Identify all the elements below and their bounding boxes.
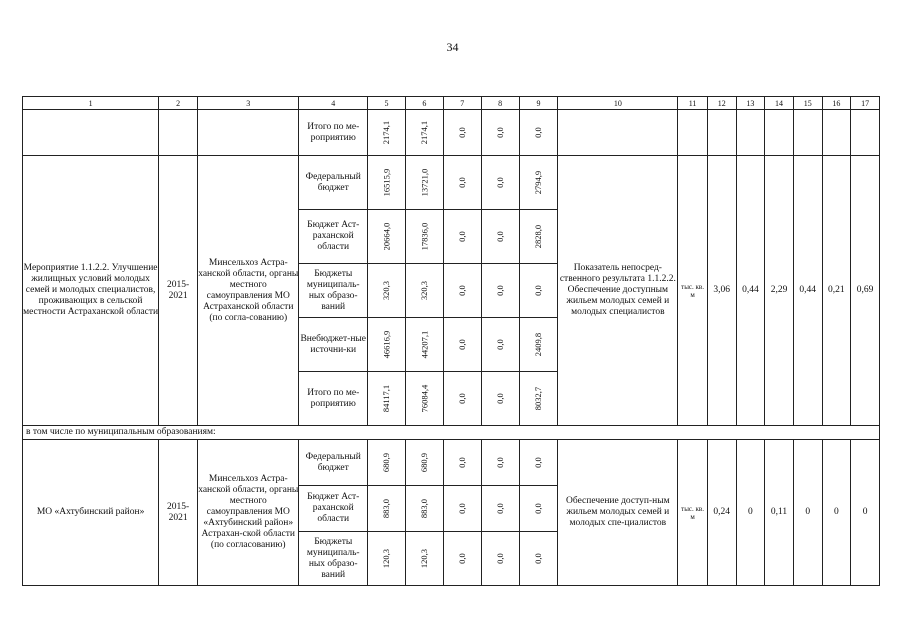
measure-executor: Минсельхоз Астра-ханской области, органы местного самоуправления МО Астраханской области (по согла-сованию) xyxy=(198,156,299,426)
amount: 44207,1 xyxy=(418,330,429,358)
funding-source: Бюджет Аст-раханской области xyxy=(299,486,368,532)
amount: 46616,9 xyxy=(380,330,391,358)
table-row xyxy=(23,156,880,210)
amount: 0,0 xyxy=(494,552,505,564)
target-value: 0 xyxy=(822,440,851,586)
amount: 0,0 xyxy=(456,456,467,468)
page-number: 34 xyxy=(446,40,459,54)
target-value: 3,06 xyxy=(707,156,736,426)
header-cell: 6 xyxy=(405,97,443,110)
amount: 680,9 xyxy=(380,452,391,472)
amount: 0,0 xyxy=(532,456,543,468)
header-cell: 7 xyxy=(443,97,481,110)
amount: 0,0 xyxy=(494,502,505,514)
funding-source: Федеральный бюджет xyxy=(299,156,368,210)
amount: 120,3 xyxy=(380,548,391,568)
budget-table xyxy=(22,96,880,586)
header-cell: 17 xyxy=(851,97,880,110)
municipality-name: МО «Ахтубинский район» xyxy=(23,440,159,586)
funding-source: Бюджет Аст-раханской области xyxy=(299,210,368,264)
header-cell: 2 xyxy=(159,97,198,110)
amount: 0,0 xyxy=(456,176,467,188)
amount: 0,0 xyxy=(494,176,505,188)
target-value: 0,44 xyxy=(736,156,765,426)
header-cell: 5 xyxy=(368,97,406,110)
header-cell: 1 xyxy=(23,97,159,110)
header-cell: 3 xyxy=(198,97,299,110)
amount: 0,0 xyxy=(456,338,467,350)
table-row xyxy=(23,440,880,486)
funding-source: Бюджеты муниципаль-ных образо-ваний xyxy=(299,532,368,586)
target-value: 0,24 xyxy=(707,440,736,586)
municipality-period: 2015-2021 xyxy=(159,440,198,586)
amount: 0,0 xyxy=(456,552,467,564)
amount: 0,0 xyxy=(456,392,467,404)
amount: 0,0 xyxy=(456,230,467,242)
amount: 680,9 xyxy=(418,452,429,472)
amount: 2174,1 xyxy=(418,120,429,144)
amount: 2174,1 xyxy=(380,120,391,144)
amount: 883,0 xyxy=(380,498,391,518)
amount: 13721,0 xyxy=(418,168,429,196)
amount: 84117,1 xyxy=(380,384,391,412)
header-cell: 11 xyxy=(678,97,708,110)
amount: 17836,0 xyxy=(418,222,429,250)
header-cell: 12 xyxy=(707,97,736,110)
amount: 0,0 xyxy=(494,456,505,468)
section-row xyxy=(23,426,880,440)
funding-source: Итого по ме-роприятию xyxy=(299,110,368,156)
measure-name: Мероприятие 1.1.2.2. Улучшение жилищных условий молодых семей и молодых специалистов, проживающих в сельской местности Астраханской области xyxy=(23,156,159,426)
amount: 0,0 xyxy=(494,126,505,138)
funding-source: Итого по ме-роприятию xyxy=(299,372,368,426)
amount: 0,0 xyxy=(532,502,543,514)
amount: 0,0 xyxy=(494,392,505,404)
amount: 0,0 xyxy=(456,502,467,514)
indicator-text: Обеспечение доступ-ным жильем молодых семей и молодых спе-циалистов xyxy=(558,440,678,586)
target-value: 0,69 xyxy=(851,156,880,426)
target-value: 0,11 xyxy=(765,440,794,586)
funding-source: Бюджеты муниципаль-ных образо-ваний xyxy=(299,264,368,318)
funding-source: Внебюджет-ные источни-ки xyxy=(299,318,368,372)
amount: 0,0 xyxy=(456,126,467,138)
amount: 0,0 xyxy=(532,552,543,564)
amount: 0,0 xyxy=(532,126,543,138)
target-value: 0 xyxy=(851,440,880,586)
header-cell: 9 xyxy=(519,97,558,110)
target-value: 0 xyxy=(793,440,822,586)
header-cell: 16 xyxy=(822,97,851,110)
amount: 8032,7 xyxy=(532,386,543,410)
header-cell: 8 xyxy=(481,97,519,110)
header-row xyxy=(23,97,880,110)
amount: 0,0 xyxy=(532,284,543,296)
amount: 2828,0 xyxy=(532,224,543,248)
amount: 20664,0 xyxy=(380,222,391,250)
municipality-executor: Минсельхоз Астра-ханской области, органы местного самоуправления МО «Ахтубинский район» Астрахан-ской области (по согласованию) xyxy=(198,440,299,586)
amount: 120,3 xyxy=(418,548,429,568)
amount: 2794,9 xyxy=(532,170,543,194)
header-cell: 4 xyxy=(299,97,368,110)
table-row xyxy=(23,110,880,156)
funding-source: Федеральный бюджет xyxy=(299,440,368,486)
amount: 16515,9 xyxy=(380,168,391,196)
amount: 320,3 xyxy=(380,280,391,300)
indicator-text: Показатель непосред-ственного результата 1.1.2.2. Обеспечение доступным жильем молодых семей и молодых специалистов xyxy=(558,156,678,426)
target-value: 0 xyxy=(736,440,765,586)
section-label: в том числе по муниципальным образованиям: xyxy=(23,426,880,440)
unit: тыс. кв. м xyxy=(678,440,708,586)
header-cell: 15 xyxy=(793,97,822,110)
target-value: 0,44 xyxy=(793,156,822,426)
header-cell: 10 xyxy=(558,97,678,110)
amount: 0,0 xyxy=(494,338,505,350)
amount: 2409,8 xyxy=(532,332,543,356)
amount: 0,0 xyxy=(494,284,505,296)
amount: 320,3 xyxy=(418,280,429,300)
measure-period: 2015-2021 xyxy=(159,156,198,426)
target-value: 0,21 xyxy=(822,156,851,426)
amount: 883,0 xyxy=(418,498,429,518)
amount: 0,0 xyxy=(494,230,505,242)
target-value: 2,29 xyxy=(765,156,794,426)
amount: 0,0 xyxy=(456,284,467,296)
header-cell: 14 xyxy=(765,97,794,110)
header-cell: 13 xyxy=(736,97,765,110)
amount: 76084,4 xyxy=(418,384,429,412)
unit: тыс. кв. м xyxy=(678,156,708,426)
